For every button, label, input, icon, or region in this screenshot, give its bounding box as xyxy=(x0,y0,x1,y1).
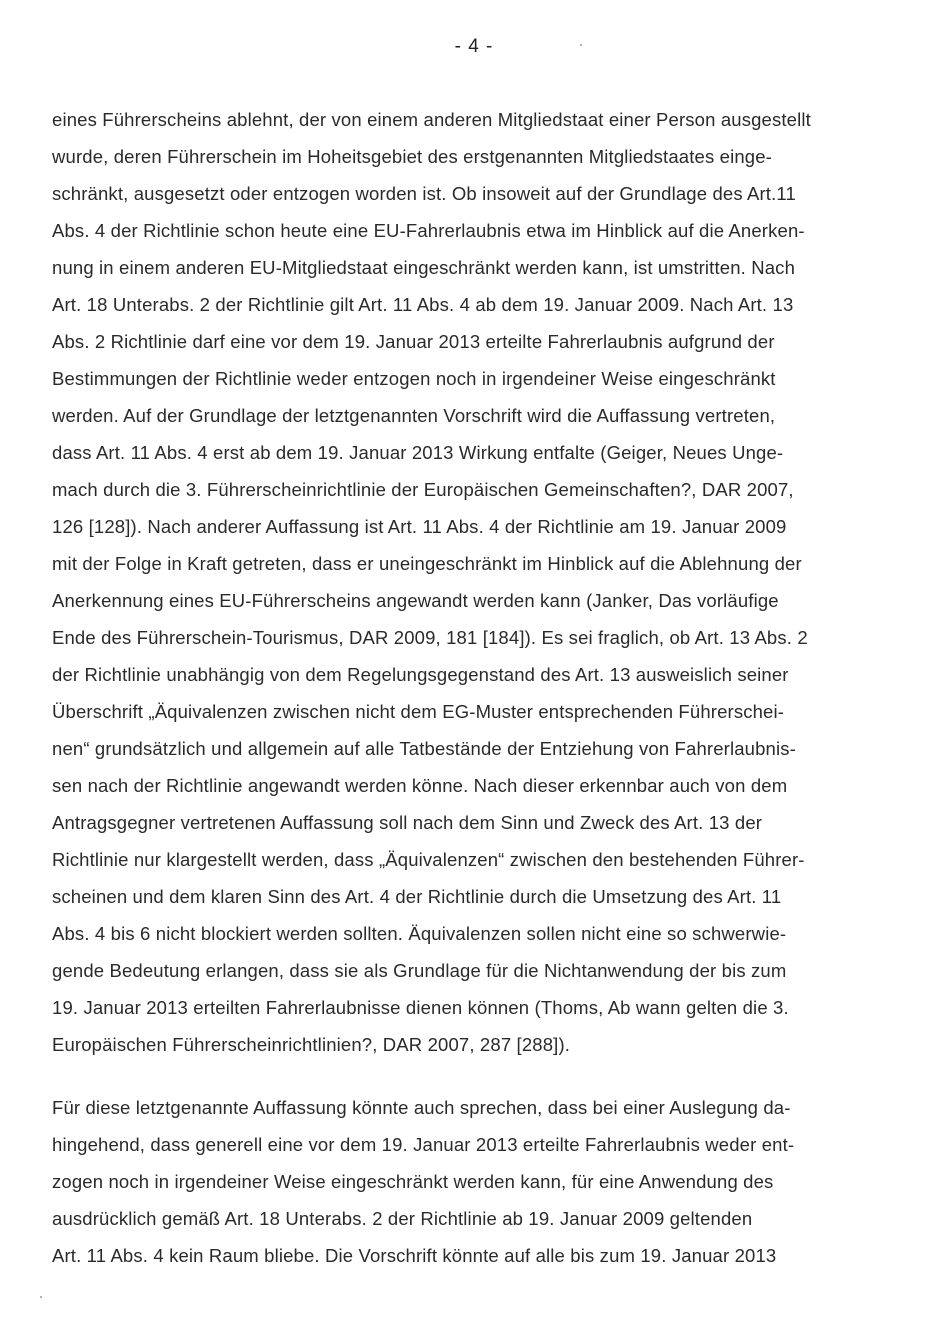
text-line: der Richtlinie unabhängig von dem Regelungsgegenstand des Art. 13 ausweislich seiner xyxy=(52,664,789,685)
text-line: Bestimmungen der Richtlinie weder entzogen noch in irgendeiner Weise eingeschränkt xyxy=(52,368,776,389)
text-line: Europäischen Führerscheinrichtlinien?, DAR 2007, 287 [288]). xyxy=(52,1034,571,1055)
text-line: dass Art. 11 Abs. 4 erst ab dem 19. Januar 2013 Wirkung entfalte (Geiger, Neues Unge- xyxy=(52,442,784,463)
text-line: Richtlinie nur klargestellt werden, dass „Äquivalenzen“ zwischen den bestehenden Führer- xyxy=(52,849,805,870)
text-line: Abs. 4 der Richtlinie schon heute eine EU-Fahrerlaubnis etwa im Hinblick auf die Anerken- xyxy=(52,220,805,241)
text-line: Für diese letztgenannte Auffassung könnte auch sprechen, dass bei einer Auslegung da- xyxy=(52,1097,791,1118)
text-line: hingehend, dass generell eine vor dem 19. Januar 2013 erteilte Fahrerlaubnis weder ent- xyxy=(52,1134,795,1155)
text-line: 19. Januar 2013 erteilten Fahrerlaubnisse dienen können (Thoms, Ab wann gelten die 3. xyxy=(52,997,789,1018)
scan-speck xyxy=(40,1296,42,1298)
page-number: - 4 - xyxy=(454,36,494,57)
text-line: wurde, deren Führerschein im Hoheitsgebiet des erstgenannten Mitgliedstaates einge- xyxy=(52,146,772,167)
text-line: sen nach der Richtlinie angewandt werden könne. Nach dieser erkennbar auch von dem xyxy=(52,775,788,796)
text-line: Abs. 2 Richtlinie darf eine vor dem 19. Januar 2013 erteilte Fahrerlaubnis aufgrund der xyxy=(52,331,775,352)
text-line: nen“ grundsätzlich und allgemein auf alle Tatbestände der Entziehung von Fahrerlaubnis- xyxy=(52,738,796,759)
text-line: 126 [128]). Nach anderer Auffassung ist Art. 11 Abs. 4 der Richtlinie am 19. Januar 2009 xyxy=(52,516,787,537)
text-line: gende Bedeutung erlangen, dass sie als Grundlage für die Nichtanwendung der bis zum xyxy=(52,960,787,981)
text-line: Art. 11 Abs. 4 kein Raum bliebe. Die Vorschrift könnte auf alle bis zum 19. Januar 2013 xyxy=(52,1245,777,1266)
text-line: eines Führerscheins ablehnt, der von einem anderen Mitgliedstaat einer Person ausgestellt xyxy=(52,109,811,130)
text-line: Antragsgegner vertretenen Auffassung soll nach dem Sinn und Zweck des Art. 13 der xyxy=(52,812,763,833)
text-line: ausdrücklich gemäß Art. 18 Unterabs. 2 der Richtlinie ab 19. Januar 2009 geltenden xyxy=(52,1208,753,1229)
scan-speck xyxy=(580,44,582,46)
text-line: Abs. 4 bis 6 nicht blockiert werden sollten. Äquivalenzen sollen nicht eine so schwerwie- xyxy=(52,923,787,944)
text-line: zogen noch in irgendeiner Weise eingeschränkt werden kann, für eine Anwendung des xyxy=(52,1171,774,1192)
text-line: Anerkennung eines EU-Führerscheins angewandt werden kann (Janker, Das vorläufige xyxy=(52,590,779,611)
text-line: scheinen und dem klaren Sinn des Art. 4 der Richtlinie durch die Umsetzung des Art. 11 xyxy=(52,886,782,907)
text-line: Ende des Führerschein-Tourismus, DAR 2009, 181 [184]). Es sei fraglich, ob Art. 13 Abs. 2 xyxy=(52,627,808,648)
text-line: Überschrift „Äquivalenzen zwischen nicht dem EG-Muster entsprechenden Führerschei- xyxy=(52,701,785,722)
text-line: schränkt, ausgesetzt oder entzogen worden ist. Ob insoweit auf der Grundlage des Art.11 xyxy=(52,183,796,204)
text-line: Art. 18 Unterabs. 2 der Richtlinie gilt Art. 11 Abs. 4 ab dem 19. Januar 2009. Nach Art. 13 xyxy=(52,294,794,315)
text-line: werden. Auf der Grundlage der letztgenannten Vorschrift wird die Auffassung vertreten, xyxy=(52,405,776,426)
text-line: mach durch die 3. Führerscheinrichtlinie der Europäischen Gemeinschaften?, DAR 2007, xyxy=(52,479,794,500)
text-line: mit der Folge in Kraft getreten, dass er uneingeschränkt im Hinblick auf die Ablehnung der xyxy=(52,553,802,574)
text-line: nung in einem anderen EU-Mitgliedstaat eingeschränkt werden kann, ist umstritten. Nach xyxy=(52,257,796,278)
